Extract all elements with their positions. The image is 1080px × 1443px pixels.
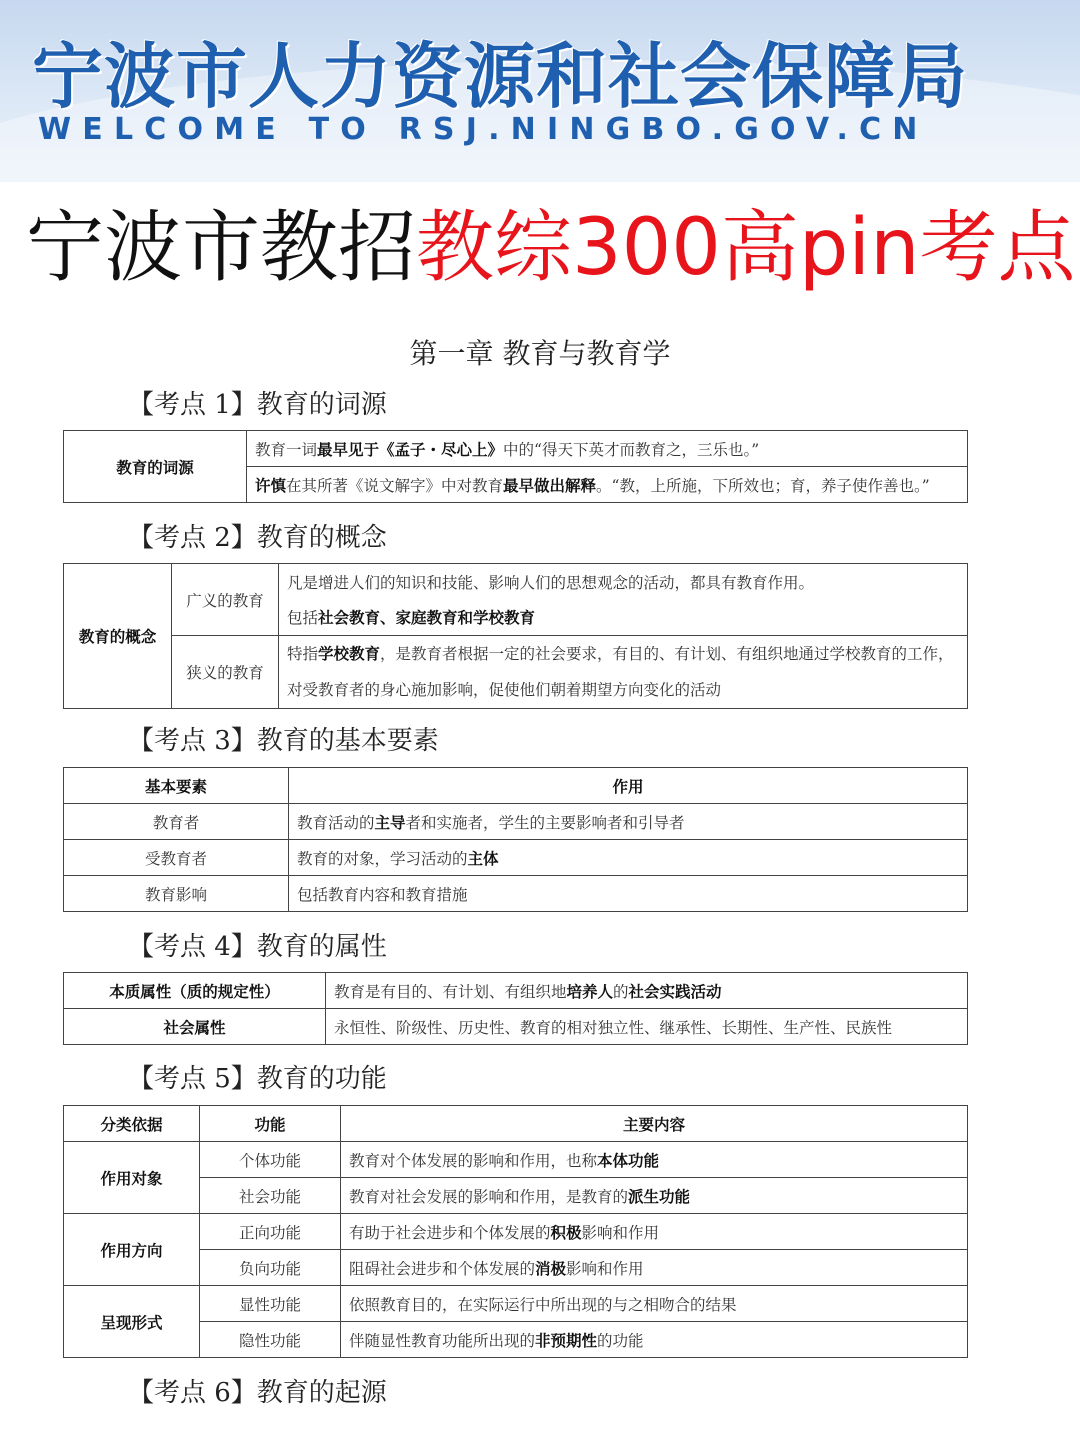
table-cell: 阻碍社会进步和个体发展的消极影响和作用 bbox=[341, 1250, 968, 1286]
table-row bbox=[64, 1286, 968, 1322]
row-label: 教育的概念 bbox=[64, 564, 172, 709]
headline-black: 宁波市教招 bbox=[26, 203, 417, 293]
attributes-table bbox=[63, 972, 968, 1045]
table-cell: 许慎在其所著《说文解字》中对教育最早做出解释。“教，上所施，下所效也；育，养子使作善也。” bbox=[247, 467, 968, 503]
table-row bbox=[64, 431, 968, 467]
table-row bbox=[64, 564, 968, 600]
header-banner bbox=[0, 0, 1080, 182]
banner-subtitle: WELCOME TO RSJ.NINGBO.GOV.CN bbox=[38, 112, 929, 147]
sub-label: 广义的教育 bbox=[172, 564, 279, 636]
concept-table bbox=[63, 563, 968, 709]
table-cell: 受教育者 bbox=[64, 840, 289, 876]
table-cell: 社会属性 bbox=[64, 1009, 326, 1045]
table-row bbox=[64, 1009, 968, 1045]
table-cell: 凡是增进人们的知识和技能、影响人们的思想观念的活动，都具有教育作用。 bbox=[279, 564, 968, 600]
section-1-title: 【考点 1】教育的词源 bbox=[128, 390, 387, 420]
table-row bbox=[64, 1250, 968, 1286]
column-header: 主要内容 bbox=[341, 1106, 968, 1142]
table-row bbox=[64, 840, 968, 876]
table-cell: 个体功能 bbox=[200, 1142, 341, 1178]
section-2-title: 【考点 2】教育的概念 bbox=[128, 523, 387, 553]
column-header: 功能 bbox=[200, 1106, 341, 1142]
table-cell: 教育者 bbox=[64, 804, 289, 840]
sub-label: 狭义的教育 bbox=[172, 636, 279, 709]
chapter-title: 第一章 教育与教育学 bbox=[409, 337, 671, 370]
column-header: 基本要素 bbox=[64, 768, 289, 804]
elements-table bbox=[63, 767, 968, 912]
table-cell: 本质属性（质的规定性） bbox=[64, 973, 326, 1009]
table-cell: 包括社会教育、家庭教育和学校教育 bbox=[279, 600, 968, 636]
table-cell: 教育对个体发展的影响和作用，也称本体功能 bbox=[341, 1142, 968, 1178]
group-label: 作用方向 bbox=[64, 1214, 200, 1286]
table-header bbox=[64, 768, 968, 804]
section-6-title: 【考点 6】教育的起源 bbox=[128, 1378, 387, 1408]
table-cell: 教育影响 bbox=[64, 876, 289, 912]
column-header: 作用 bbox=[289, 768, 968, 804]
table-cell: 教育的对象，学习活动的主体 bbox=[289, 840, 968, 876]
table-cell: 负向功能 bbox=[200, 1250, 341, 1286]
table-row bbox=[64, 1322, 968, 1358]
table-cell: 特指学校教育，是教育者根据一定的社会要求，有目的、有计划、有组织地通过学校教育的工作，对受教育者的身心施加影响，促使他们朝着期望方向变化的活动 bbox=[279, 636, 968, 709]
table-row bbox=[64, 1142, 968, 1178]
table-cell: 教育一词最早见于《孟子・尽心上》中的“得天下英才而教育之，三乐也。” bbox=[247, 431, 968, 467]
section-3-title: 【考点 3】教育的基本要素 bbox=[128, 726, 439, 756]
etymology-table bbox=[63, 430, 968, 503]
table-cell: 依照教育目的，在实际运行中所出现的与之相吻合的结果 bbox=[341, 1286, 968, 1322]
banner-title: 宁波市人力资源和社会保障局 bbox=[32, 35, 969, 118]
table-cell: 教育对社会发展的影响和作用，是教育的派生功能 bbox=[341, 1178, 968, 1214]
table-header bbox=[64, 1106, 968, 1142]
table-cell: 教育活动的主导者和实施者，学生的主要影响者和引导者 bbox=[289, 804, 968, 840]
table-row bbox=[64, 804, 968, 840]
table-cell: 有助于社会进步和个体发展的积极影响和作用 bbox=[341, 1214, 968, 1250]
table-cell: 包括教育内容和教育措施 bbox=[289, 876, 968, 912]
headline bbox=[26, 198, 1076, 298]
row-label: 教育的词源 bbox=[64, 431, 247, 503]
table-cell: 教育是有目的、有计划、有组织地培养人的社会实践活动 bbox=[326, 973, 968, 1009]
table-cell: 显性功能 bbox=[200, 1286, 341, 1322]
table-cell: 隐性功能 bbox=[200, 1322, 341, 1358]
section-5-title: 【考点 5】教育的功能 bbox=[128, 1064, 387, 1094]
table-row bbox=[64, 876, 968, 912]
table-cell: 正向功能 bbox=[200, 1214, 341, 1250]
table-row bbox=[64, 1214, 968, 1250]
group-label: 作用对象 bbox=[64, 1142, 200, 1214]
group-label: 呈现形式 bbox=[64, 1286, 200, 1358]
functions-table bbox=[63, 1105, 968, 1358]
table-row bbox=[64, 636, 968, 709]
section-4-title: 【考点 4】教育的属性 bbox=[128, 932, 387, 962]
column-header: 分类依据 bbox=[64, 1106, 200, 1142]
table-row bbox=[64, 1178, 968, 1214]
table-cell: 永恒性、阶级性、历史性、教育的相对独立性、继承性、长期性、生产性、民族性 bbox=[326, 1009, 968, 1045]
table-cell: 社会功能 bbox=[200, 1178, 341, 1214]
table-row bbox=[64, 973, 968, 1009]
headline-red: 教综300高pin考点 bbox=[416, 203, 1076, 293]
table-cell: 伴随显性教育功能所出现的非预期性的功能 bbox=[341, 1322, 968, 1358]
